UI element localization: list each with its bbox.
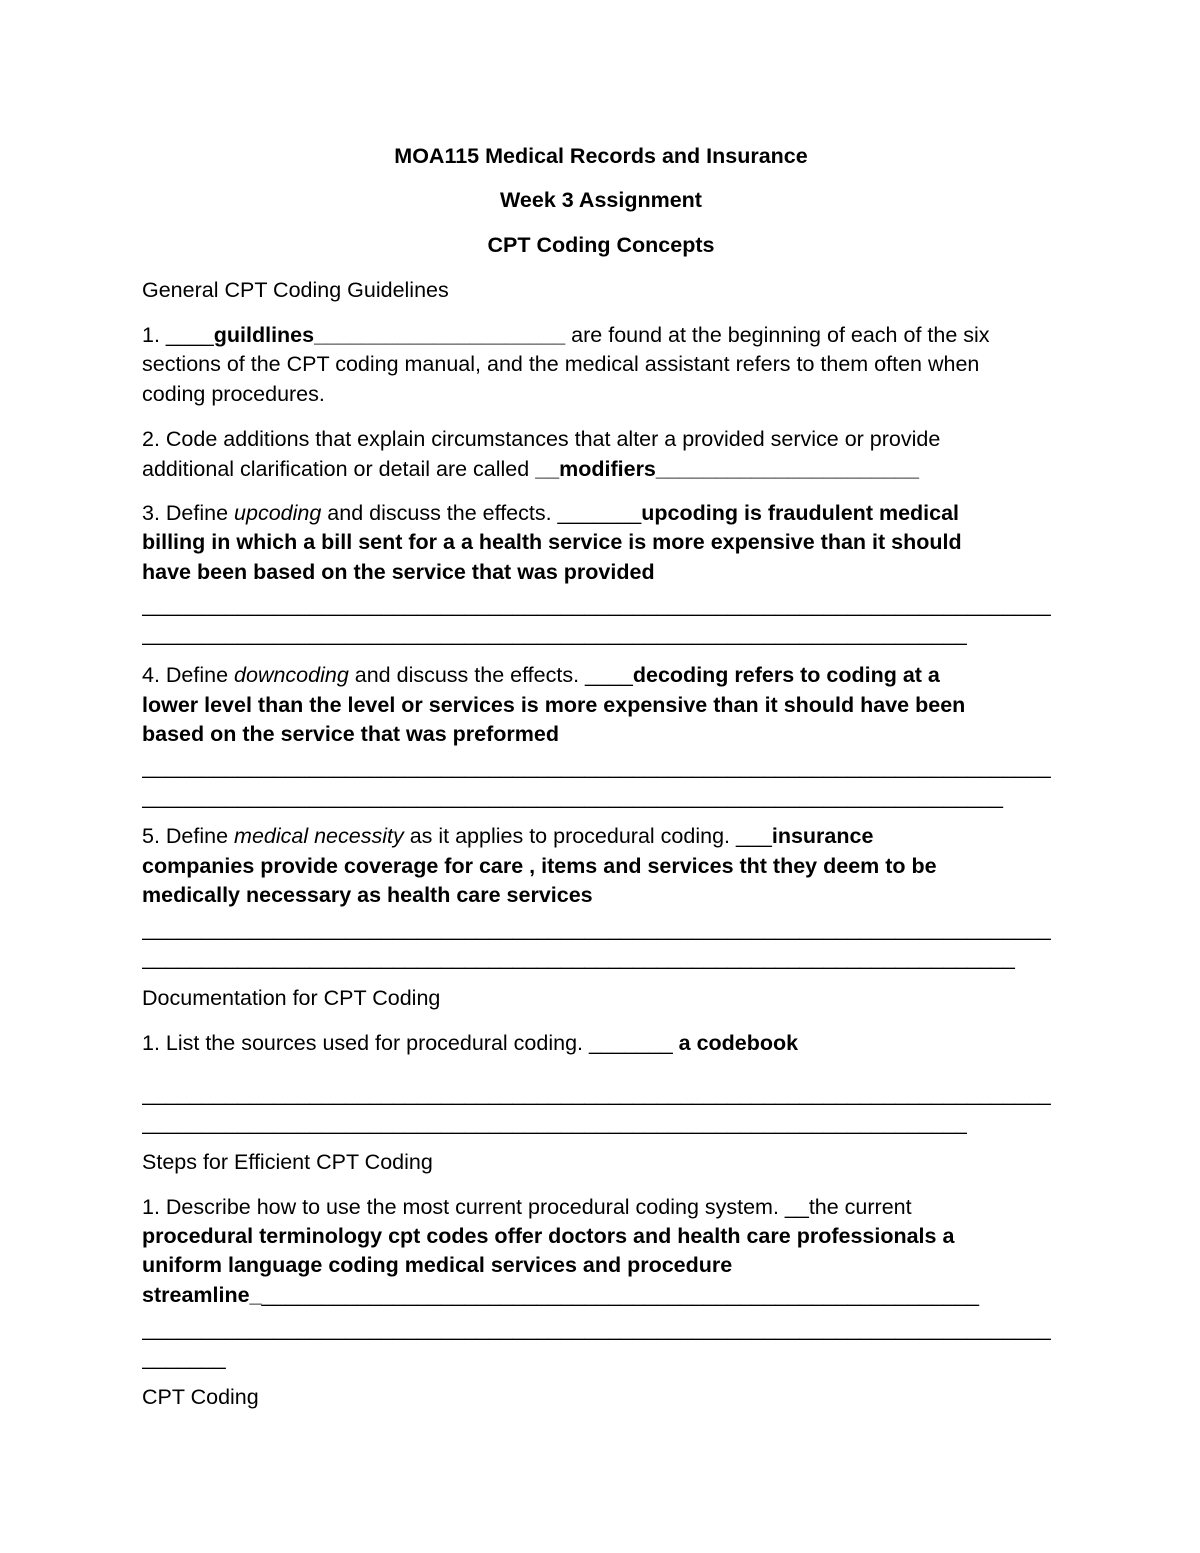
term: medical necessity <box>234 824 404 848</box>
answer-rule: ____________________________________________________________________________ <box>142 1317 1051 1341</box>
answer-rule: _____________________________________________________________________ <box>142 622 967 646</box>
question-text: and discuss the effects. ____ <box>348 663 633 687</box>
question-text: are found at the beginning of each of the six <box>565 323 990 347</box>
question-5-answer-line-3: medically necessary as health care services <box>142 883 593 907</box>
question-text: as it applies to procedural coding. ___ <box>403 824 772 848</box>
steps-answer-line-3: uniform language coding medical services and procedure <box>142 1253 733 1277</box>
answer-blank: ____ <box>165 323 214 347</box>
answer-text: decoding refers to coding at a <box>632 663 940 687</box>
question-text: 3. Define <box>142 501 235 525</box>
answer-text: a codebook <box>678 1031 799 1055</box>
question-text: 5. Define <box>142 824 235 848</box>
answer-text: guildlines_____________________ <box>213 323 566 347</box>
question-5-answer-line-2: companies provide coverage for care , items and services tht they deem to be <box>142 854 937 878</box>
answer-rule: _______ <box>142 1346 226 1370</box>
answer-text: insurance <box>771 824 874 848</box>
steps-question-1-line-1: 1. Describe how to use the most current procedural coding system. __the current <box>142 1195 912 1219</box>
question-text: 1. List the sources used for procedural coding. _______ <box>142 1031 679 1055</box>
section-heading-documentation: Documentation for CPT Coding <box>142 986 441 1010</box>
question-4-line-1 <box>142 660 1060 690</box>
question-4-answer-line-2: lower level than the level or services is more expensive than it should have been <box>142 693 966 717</box>
section-heading-general: General CPT Coding Guidelines <box>142 278 449 302</box>
steps-answer-line-4 <box>142 1280 1060 1310</box>
answer-rule: ________________________________________________________________________ <box>142 785 1003 809</box>
assignment-title: Week 3 Assignment <box>500 188 702 212</box>
question-4-answer-line-3: based on the service that was preformed <box>142 722 559 746</box>
question-text: additional clarification or detail are called <box>142 457 536 481</box>
answer-rule: _________________________________________________________________________ <box>142 946 1015 970</box>
question-1-line-2: sections of the CPT coding manual, and the medical assistant refers to them often when <box>142 352 980 376</box>
answer-rule: ____________________________________________________________ <box>261 1283 979 1307</box>
answer-rule: ____________________________________________________________________________ <box>142 917 1051 941</box>
course-title: MOA115 Medical Records and Insurance <box>394 144 808 168</box>
question-2-line-2 <box>142 454 1060 484</box>
question-3-answer-line-3: have been based on the service that was provided <box>142 560 655 584</box>
question-3-line-1 <box>142 498 1060 528</box>
term: upcoding <box>234 501 322 525</box>
question-3-answer-line-2: billing in which a bill sent for a a health service is more expensive than it should <box>142 530 962 554</box>
answer-text: streamline_ <box>142 1283 262 1307</box>
question-1-line-1 <box>142 320 1060 350</box>
answer-rule: ____________________________________________________________________________ <box>142 755 1051 779</box>
documentation-question-1 <box>142 1028 1060 1058</box>
question-text: 4. Define <box>142 663 235 687</box>
question-5-line-1 <box>142 821 1060 851</box>
term: downcoding <box>234 663 349 687</box>
topic-title: CPT Coding Concepts <box>487 233 715 257</box>
question-number: 1. <box>142 323 166 347</box>
section-heading-cpt: CPT Coding <box>142 1385 259 1409</box>
answer-text: __modifiers______________________ <box>535 457 919 481</box>
section-heading-steps: Steps for Efficient CPT Coding <box>142 1150 433 1174</box>
answer-rule: ____________________________________________________________________________ <box>142 1082 1051 1106</box>
steps-answer-line-2: procedural terminology cpt codes offer doctors and health care professionals a <box>142 1224 955 1248</box>
answer-rule: ____________________________________________________________________________ <box>142 593 1051 617</box>
answer-rule: _____________________________________________________________________ <box>142 1111 967 1135</box>
question-2-line-1: 2. Code additions that explain circumstances that alter a provided service or provide <box>142 427 941 451</box>
question-text: and discuss the effects. _______ <box>321 501 642 525</box>
question-1-line-3: coding procedures. <box>142 382 325 406</box>
answer-text: upcoding is fraudulent medical <box>641 501 960 525</box>
